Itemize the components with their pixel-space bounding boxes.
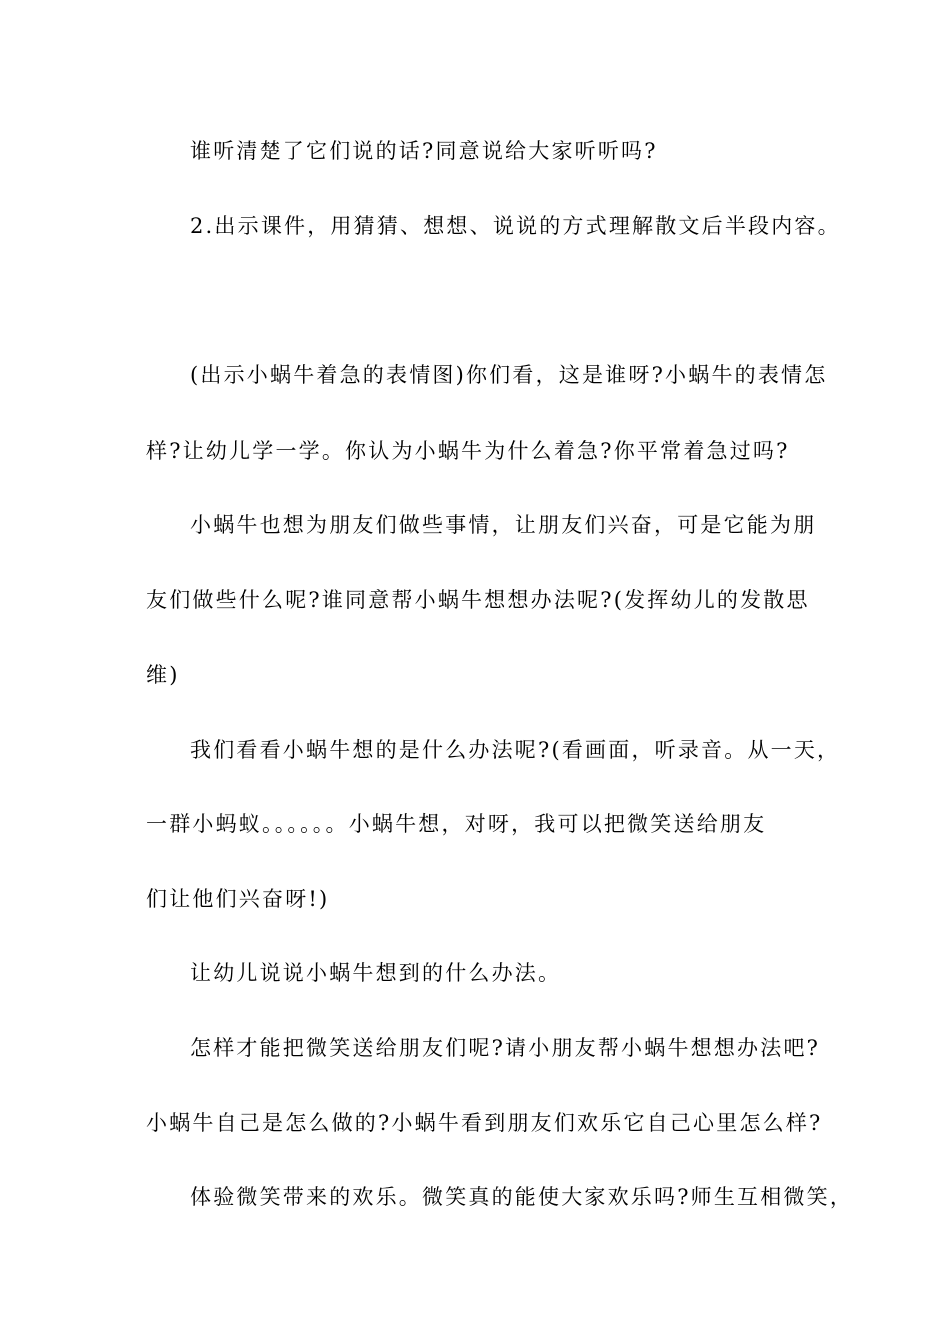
text-line: 怎样才能把微笑送给朋友们呢?请小朋友帮小蜗牛想想办法吧? — [190, 1036, 821, 1060]
text-line: 体验微笑带来的欢乐。微笑真的能使大家欢乐吗?师生互相微笑， — [190, 1185, 854, 1209]
text-line: 我们看看小蜗牛想的是什么办法呢?(看画面，听录音。从一天， — [190, 738, 841, 762]
text-line: 小蜗牛也想为朋友们做些事情，让朋友们兴奋，可是它能为朋 — [190, 513, 817, 537]
text-line: 2.出示课件，用猜猜、想想、说说的方式理解散文后半段内容。 — [190, 214, 841, 238]
text-line: 维) — [146, 663, 180, 687]
text-line: 样?让幼儿学一学。你认为小蜗牛为什么着急?你平常着急过吗? — [146, 439, 790, 463]
text-line: 友们做些什么呢?谁同意帮小蜗牛想想办法呢?(发挥幼儿的发散思 — [146, 588, 810, 612]
text-line: (出示小蜗牛着急的表情图)你们看，这是谁呀?小蜗牛的表情怎 — [190, 363, 828, 387]
text-line: 小蜗牛自己是怎么做的?小蜗牛看到朋友们欢乐它自己心里怎么样? — [146, 1111, 823, 1135]
text-line: 一群小蚂蚁。。。。。。小蜗牛想，对呀，我可以把微笑送给朋友 — [146, 812, 767, 836]
text-line: 们让他们兴奋呀!) — [146, 887, 330, 911]
text-line: 让幼儿说说小蜗牛想到的什么办法。 — [190, 961, 562, 985]
text-line: 谁听清楚了它们说的话?同意说给大家听听吗? — [190, 139, 658, 163]
